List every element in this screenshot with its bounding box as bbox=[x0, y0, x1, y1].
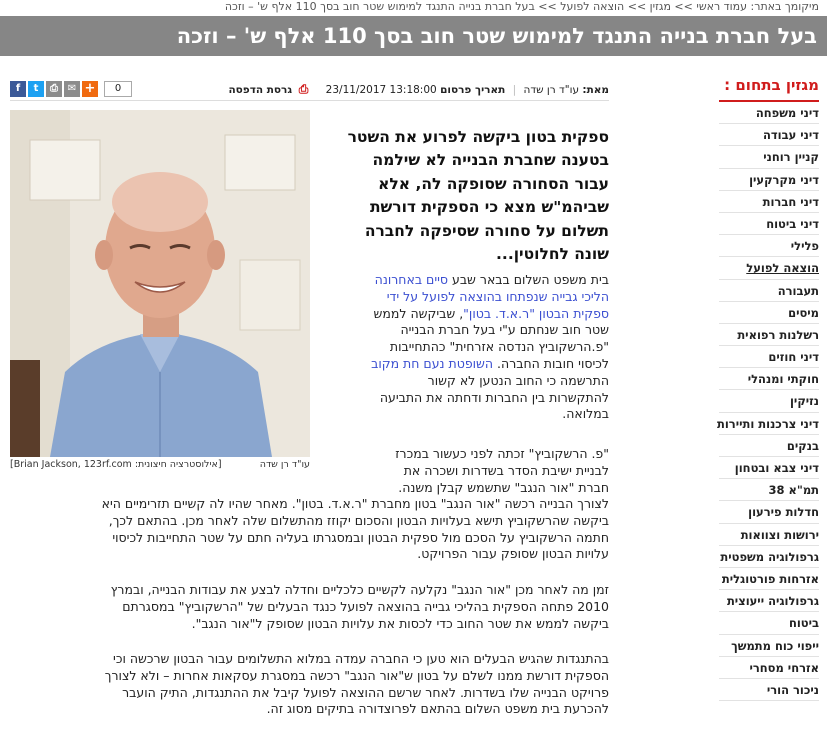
text-line: במלואה. bbox=[562, 406, 609, 422]
meta-separator: | bbox=[512, 84, 517, 96]
lead-line: שביהמ"ש מצא כי הספקית דורשת bbox=[369, 198, 609, 217]
text-line: לבניית ישיבת הסדר בשדרות ושכרה את bbox=[403, 462, 609, 478]
email-icon[interactable]: ✉ bbox=[64, 81, 80, 97]
author-name: עו"ד רן שדה bbox=[523, 84, 580, 96]
sidebar-item[interactable]: גרפולוגיה ייעוצית bbox=[719, 590, 819, 612]
paragraph-2 bbox=[317, 446, 609, 496]
caption-credit: [אילוסטרציה חיצונית: Brian Jackson, 123rf.com] bbox=[10, 459, 222, 470]
author-photo-illustration bbox=[10, 110, 310, 457]
sidebar-list bbox=[716, 102, 819, 701]
sidebar-item[interactable]: חוקתי ומנהלי bbox=[719, 368, 819, 390]
sidebar-item[interactable]: ניכור הורי bbox=[719, 679, 819, 701]
print-version-link[interactable] bbox=[228, 84, 308, 96]
sidebar-item[interactable]: דיני עבודה bbox=[719, 124, 819, 146]
share-count: 0 bbox=[104, 81, 132, 97]
author-photo bbox=[10, 110, 310, 457]
paragraph-4 bbox=[9, 651, 609, 718]
text-line: לצורך הבנייה רכשה "אור הנגב" בטון מחברת "ר.א.ד. בטון". מאחר שהיו לה קשיים תזרימיים היא bbox=[101, 496, 609, 511]
sidebar-item[interactable]: ייפוי כוח מתמשך bbox=[719, 635, 819, 657]
lead-line: בטענה שחברת הבנייה לא שילמה bbox=[372, 151, 609, 170]
text-line: התרשמה כי החוב הנטען לא קשור bbox=[427, 372, 609, 388]
paragraph-1 bbox=[317, 272, 609, 423]
text-line: "פ. הרשקוביץ" זכתה לפני כעשור במכרז bbox=[395, 446, 609, 461]
sidebar-item[interactable]: רשלנות רפואית bbox=[719, 324, 819, 346]
text-span: , שביקשה לממש bbox=[373, 305, 464, 321]
sidebar-item[interactable]: מיסים bbox=[719, 302, 819, 324]
text-line: הספקית דורשת ממנו לשלם על בטון ש"אור הנגב" רכשה במסגרת עסקאות אחרות – ולא לצורך bbox=[104, 667, 609, 683]
page-title: בעל חברת בנייה התנגד למימוש שטר חוב בסך 110 אלף ש' – וזכה bbox=[176, 24, 817, 48]
sidebar-item[interactable]: ירושות וצוואות bbox=[719, 524, 819, 546]
text-line: זמן מה לאחר מכן "אור הנגב" נקלעה לקשיים כלכליים וחדלה לבצע את עבודות הבנייה, ובמרץ bbox=[110, 582, 609, 597]
text-line: פרויקט הבנייה שלו בשדרות. לאחר שרשם ההוצאה לפועל קיבל את ההתנגדות, התיק הועבר bbox=[122, 684, 609, 700]
text-line: 2010 פתחה הספקית בהליכי גבייה בהוצאה לפועל כנגד הבעלים של "הרשקוביץ" במסגרתם bbox=[122, 598, 609, 614]
text-line bbox=[317, 289, 609, 306]
text-line: להתקשרות בין החברות ודחתה את התביעה bbox=[379, 389, 609, 405]
magazine-sidebar bbox=[716, 76, 819, 701]
sidebar-item[interactable]: דיני חוזים bbox=[719, 346, 819, 368]
sidebar-item[interactable]: דיני משפחה bbox=[719, 102, 819, 124]
sidebar-item[interactable]: תעבורה bbox=[719, 280, 819, 302]
text-line: "פ.הרשקוביץ הנדסה אזרחית" כהתחייבות bbox=[389, 339, 609, 355]
text-line: חברת "אור הנגב" שתשמש קבלן משנה. bbox=[398, 479, 609, 495]
sidebar-item[interactable]: הוצאה לפועל bbox=[719, 257, 819, 279]
sidebar-item[interactable]: דיני חברות bbox=[719, 191, 819, 213]
text-line: ביקשה שהרשקוביץ תישא בעלויות הבטון והסכום יקוזז מהתשלום שלה לאחר מכן. בהתאם לכך, bbox=[108, 512, 609, 528]
facebook-icon[interactable]: f bbox=[10, 81, 26, 97]
title-bar bbox=[0, 16, 827, 56]
sidebar-item[interactable]: דיני צבא ובטחון bbox=[719, 457, 819, 479]
sidebar-item[interactable]: גרפולוגיה משפטית bbox=[719, 546, 819, 568]
court-link[interactable]: סיים באחרונה bbox=[374, 272, 449, 287]
paragraph-3 bbox=[9, 582, 609, 632]
twitter-icon[interactable]: t bbox=[28, 81, 44, 97]
text-line: שטר חוב שנחתם ע"י בעל חברת הבנייה bbox=[400, 322, 609, 338]
plus-icon[interactable]: + bbox=[82, 81, 98, 97]
text-line: להכרעת בית משפט השלום בהתאם לפרוצדורה בתיקים מסוג זה. bbox=[266, 701, 609, 717]
sidebar-item[interactable]: אזרחות פורטוגלית bbox=[719, 568, 819, 590]
sidebar-item[interactable]: פלילי bbox=[719, 235, 819, 257]
caption-author: עו"ד רן שדה bbox=[259, 459, 310, 470]
text-line: בהתנגדות שהגיש הבעלים הוא טען כי החברה עמדה במלוא התשלומים עבור הבטון שרכשה וכי bbox=[113, 651, 609, 666]
printer-icon[interactable]: ⎙ bbox=[46, 81, 62, 97]
article-lead bbox=[317, 126, 609, 266]
lead-line: תשלום על סחורה שסיפקה לחברה bbox=[364, 221, 609, 240]
breadcrumb bbox=[8, 0, 819, 14]
article-meta bbox=[10, 80, 609, 100]
paragraph-2-continued bbox=[9, 496, 609, 563]
text-line bbox=[317, 272, 609, 289]
print-label: גרסת הדפסה bbox=[228, 84, 293, 96]
meta-divider bbox=[10, 100, 609, 101]
lead-line: ספקית בטון ביקשה לפרוע את השטר bbox=[347, 128, 609, 146]
share-bar bbox=[10, 81, 132, 97]
lead-line: עבור הסחורה שסופקה לה, אלא bbox=[378, 174, 609, 193]
meta-info bbox=[228, 80, 609, 99]
text-line: חתמה הרשקוביץ על הסכם מול ספקית הבטון ובמסגרתו בעליה חתם על שטר התחייבות לכיסוי bbox=[112, 529, 609, 545]
date-label: תאריך פרסום bbox=[440, 84, 506, 96]
sidebar-item[interactable]: נזיקין bbox=[719, 390, 819, 412]
date-value: 13:18:00 23/11/2017 bbox=[325, 84, 437, 96]
sidebar-item[interactable]: תמ"א 38 bbox=[719, 479, 819, 501]
sidebar-item[interactable]: דיני צרכנות ותיירות bbox=[719, 413, 819, 435]
sidebar-item[interactable]: בנקים bbox=[719, 435, 819, 457]
text-span: בית משפט השלום בבאר שבע bbox=[448, 272, 609, 287]
lead-line: שונה לחלוטין... bbox=[496, 245, 609, 264]
breadcrumb-text[interactable]: מיקומך באתר: עמוד ראשי >> מגזין >> הוצאה לפועל >> בעל חברת בנייה התנגד למימוש שטר חוב בסך 110 אלף ש' – וזכה bbox=[224, 0, 819, 13]
text-span: לכיסוי חובות החברה. bbox=[493, 355, 609, 371]
company-link[interactable]: ספקית הבטון "ר.א.ד. בטון" bbox=[463, 305, 609, 321]
sidebar-item[interactable]: קניין רוחני bbox=[719, 146, 819, 168]
author-label: מאת: bbox=[582, 84, 609, 96]
sidebar-item[interactable]: אזרחי מסחרי bbox=[719, 657, 819, 679]
text-line: עלויות הבטון שסופק עבור הפרויקט. bbox=[417, 546, 609, 562]
judge-link[interactable]: השופטת נעם חת מקוב bbox=[371, 355, 494, 371]
text-line bbox=[317, 356, 609, 373]
sidebar-heading: מגזין בתחום : bbox=[719, 76, 819, 102]
text-line bbox=[317, 306, 609, 323]
court-link[interactable]: הליכי גבייה שנפתחו בהוצאה לפועל על ידי bbox=[386, 288, 609, 304]
sidebar-item[interactable]: דיני מקרקעין bbox=[719, 169, 819, 191]
printer-icon: ⎙ bbox=[298, 82, 309, 96]
sidebar-item[interactable]: דיני ביטוח bbox=[719, 213, 819, 235]
text-line: ביקשה לממש את שטר החוב כדי לכסות את עלויות הבטון שסופק ל"אור הנגב". bbox=[191, 615, 609, 631]
sidebar-item[interactable]: חדלות פירעון bbox=[719, 501, 819, 523]
sidebar-item[interactable]: ביטוח bbox=[719, 612, 819, 634]
